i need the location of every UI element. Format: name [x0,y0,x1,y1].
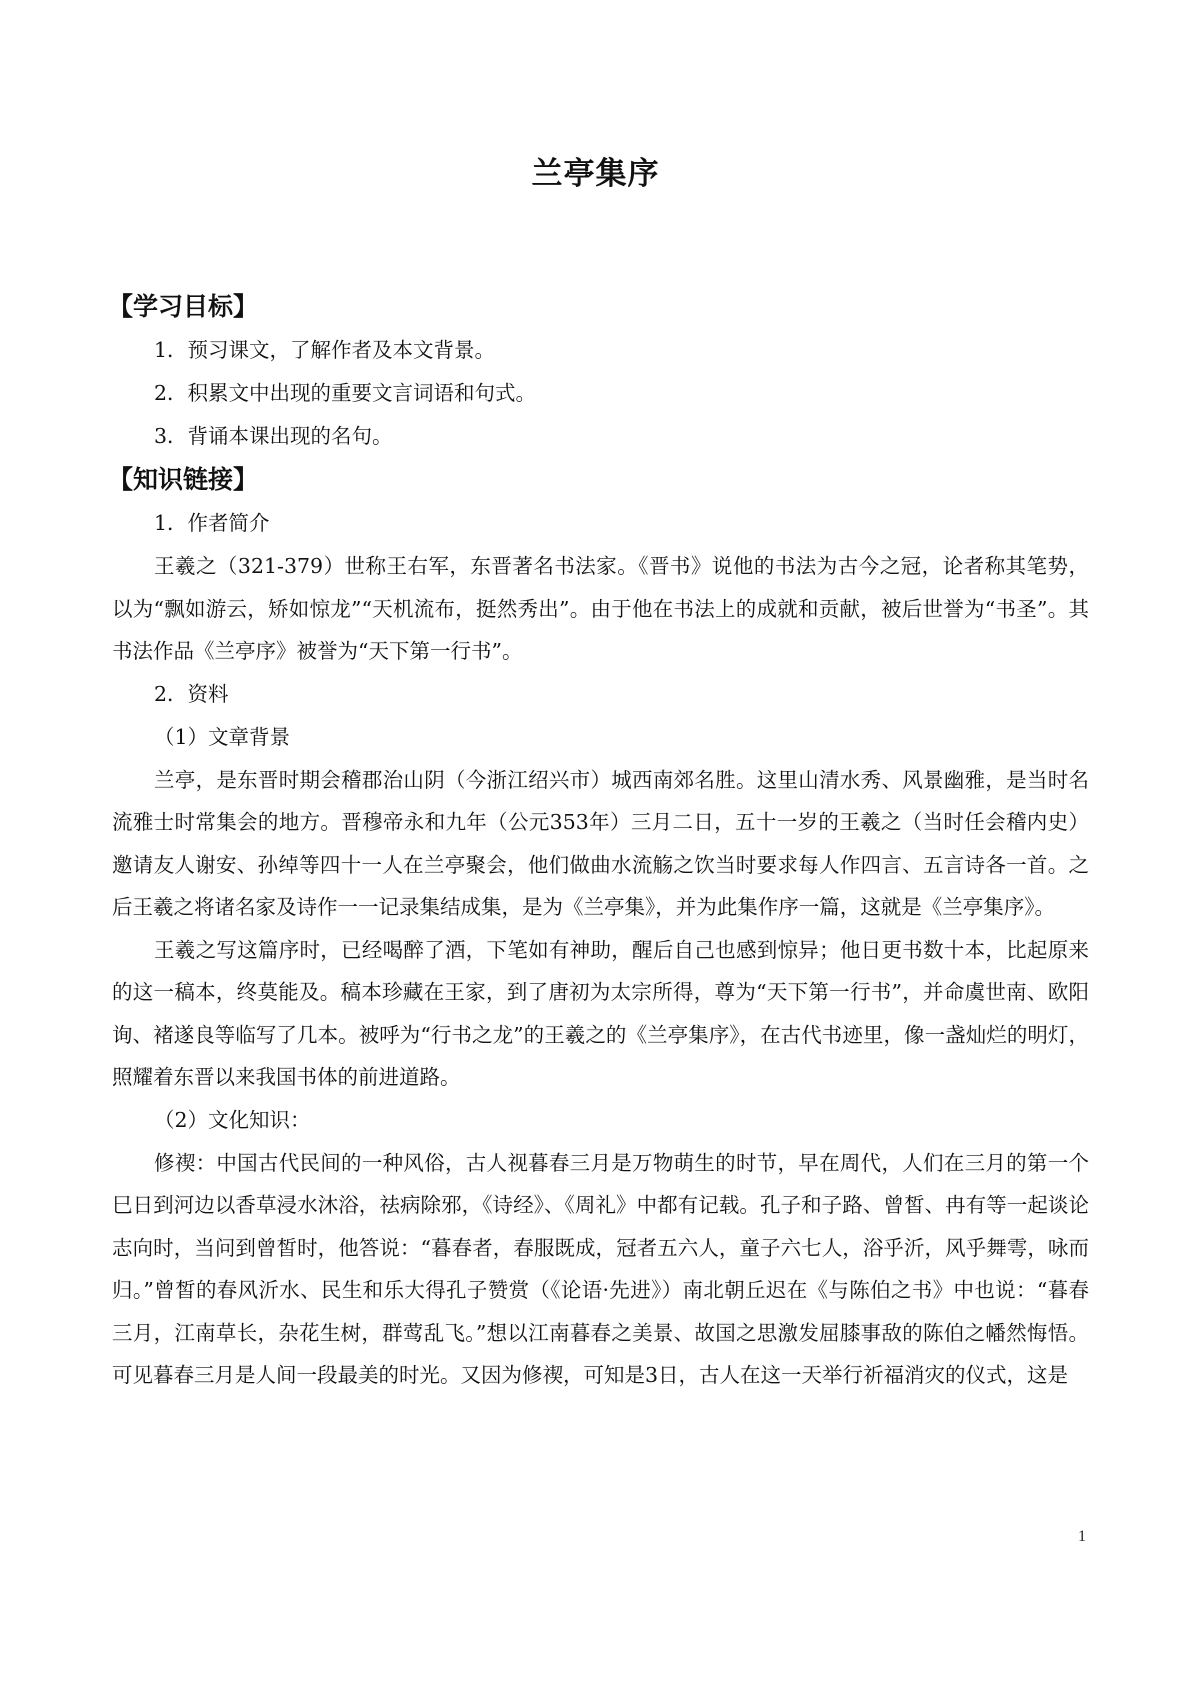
page-number: 1 [1078,1528,1086,1545]
page-title: 兰亭集序 [531,156,660,192]
background-paragraph: 兰亭，是东晋时期会稽郡治山阴（今浙江绍兴市）城西南郊名胜。这里山清水秀、风景幽雅，是当时名流雅士时常集会的地方。晋穆帝永和九年（公元353年）三月二日，五十一岁的王羲之（当时任会稽内史）邀请友人谢安、孙绰等四十一人在兰亭聚会，他们做曲水流觞之饮当时要求每人作四言、五言诗各一首。之后王羲之将诸名家及诗作一一记录集结成集，是为《兰亭集》，并为此集作序一篇，这就是《兰亭集序》。 [112,767,1089,919]
subheading-culture: （2）文化知识： [154,1107,311,1132]
document-body [108,285,1089,1397]
author-paragraph: 王羲之（321-379）世称王右军，东晋著名书法家。《晋书》说他的书法为古今之冠，论者称其笔势，以为“飘如游云，矫如惊龙”“天机流布，挺然秀出”。由于他在书法上的成就和贡献，被后世誉为“书圣”。其书法作品《兰亭序》被誉为“天下第一行书”。 [112,554,1089,663]
goal-item: 2．积累文中出现的重要文言词语和句式。 [154,381,537,405]
subheading-background: （1）文章背景 [154,724,291,749]
section-heading-goals: 【学习目标】 [108,292,259,321]
background-paragraph: 王羲之写这篇序时，已经喝醉了酒，下笔如有神助，醒后自己也感到惊异；他日更书数十本，比起原来的这一稿本，终莫能及。稿本珍藏在王家，到了唐初为太宗所得，尊为“天下第一行书”，并命虞世南、欧阳询、褚遂良等临写了几本。被呼为“行书之龙”的王羲之的《兰亭集序》，在古代书迹里，像一盏灿烂的明灯，照耀着东晋以来我国书体的前进道路。 [112,937,1089,1089]
section-heading-knowledge: 【知识链接】 [108,465,259,494]
subheading-author-intro: 1．作者简介 [154,511,270,535]
goal-item: 1．预习课文，了解作者及本文背景。 [154,338,496,362]
subheading-materials: 2．资料 [154,681,229,706]
culture-paragraph: 修禊：中国古代民间的一种风俗，古人视暮春三月是万物萌生的时节，早在周代，人们在三月的第一个巳日到河边以香草浸水沐浴，祛病除邪，《诗经》、《周礼》中都有记载。孔子和子路、曾皙、冉有等一起谈论志向时，当问到曾皙时，他答说：“暮春者，春服既成，冠者五六人，童子六七人，浴乎沂，风乎舞雩，咏而归。”曾皙的春风沂水、民生和乐大得孔子赞赏（《论语·先进》）南北朝丘迟在《与陈伯之书》中也说：“暮春三月，江南草长，杂花生树，群莺乱飞。”想以江南暮春之美景、故国之思激发屈膝事敌的陈伯之幡然悔悟。可见暮春三月是人间一段最美的时光。又因为修禊，可知是3日，古人在这一天举行祈福消灾的仪式，这是 [112,1150,1089,1387]
goal-item: 3．背诵本课出现的名句。 [154,424,393,448]
